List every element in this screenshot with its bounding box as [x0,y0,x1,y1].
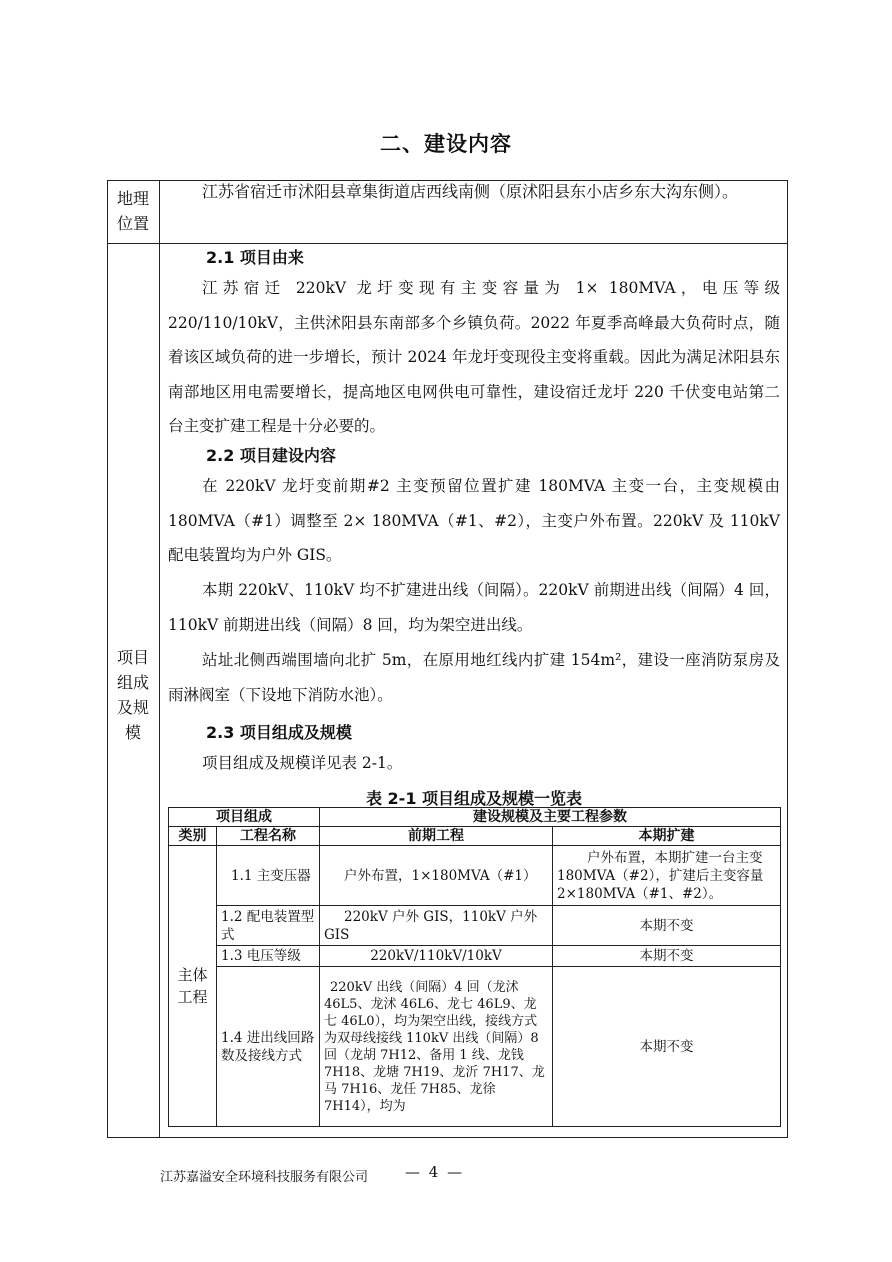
row-previous: 220kV 出线（间隔）4 回（龙沭 46L5、龙沭 46L6、龙七 46L9、龙七 46L0），均为架空出线，接线方式为双母线接线 110kV 出线（间隔）8 回（龙胡 7H12、备用 1 线、龙钱 7H18、龙塘 7H19、龙沂 7H17、龙马 7H16、龙任 7H85、龙徐 7H14），均为 [320,967,553,1127]
row-name: 1.2 配电装置型式 [217,906,320,946]
row-current: 本期不变 [553,946,781,967]
row-previous: 220kV 户外 GIS，110kV 户外 GIS [320,906,553,946]
footer-company: 江苏嘉溢安全环境科技服务有限公司 [160,1170,369,1185]
row-current: 本期不变 [553,967,781,1127]
location-label: 地理 位置 [116,189,149,233]
section-2-3-text: 项目组成及规模详见表 2-1。 [202,754,403,772]
row-name: 1.4 进出线回路数及接线方式 [217,967,320,1127]
header-current: 本期扩建 [553,827,781,846]
section-2-2-p1: 在 220kV 龙圩变前期#2 主变预留位置扩建 180MVA 主变一台，主变规模由 180MVA（#1）调整至 2× 180MVA（#1、#2），主变户外布置。220kV 及 110kV 配电装置均为户外 GIS。 [168,477,780,564]
row-current: 本期不变 [553,906,781,946]
row-previous: 220kV/110kV/10kV [320,946,553,967]
section-heading-2-1: 2.1 项目由来 [206,248,304,267]
header-category: 类别 [169,827,217,846]
row-divider [107,243,788,244]
label-divider [159,180,160,1138]
section-2-2-p2: 本期 220kV、110kV 均不扩建进出线（间隔）。220kV 前期进出线（间隔）4 回，110kV 前期进出线（间隔）8 回，均为架空进出线。 [168,581,780,634]
composition-label: 项目 组成 及规 模 [116,648,149,742]
header-name: 工程名称 [217,827,320,846]
page-title: 二、建设内容 [380,132,512,156]
header-project-composition: 项目组成 [169,808,320,827]
table-row [169,906,781,946]
table-row [169,967,781,1127]
section-heading-2-3: 2.3 项目组成及规模 [206,723,352,742]
row-previous: 户外布置，1×180MVA（#1） [320,846,553,906]
table-row [169,946,781,967]
row-name: 1.1 主变压器 [217,846,320,906]
header-previous: 前期工程 [320,827,553,846]
page-number: — 4 — [405,1163,465,1181]
header-parameters: 建设规模及主要工程参数 [320,808,781,827]
project-composition-table [168,807,781,1127]
row-name: 1.3 电压等级 [217,946,320,967]
row-current: 户外布置，本期扩建一台主变 180MVA（#2），扩建后主变容量 2×180MVA（#1、#2）。 [553,846,781,906]
section-2-1-text: 江苏宿迁 220kV 龙圩变现有主变容量为 1× 180MVA，电压等级 220/110/10kV，主供沭阳县东南部多个乡镇负荷。2022 年夏季高峰最大负荷时点，随着该区域负荷的进一步增长，预计 2024 年龙圩变现役主变将重载。因此为满足沭阳县东南部地区用电需要增长，提高地区电网供电可靠性，建设宿迁龙圩 220 千伏变电站第二台主变扩建工程是十分必要的。 [168,279,780,435]
group-label: 主体工程 [169,846,217,1127]
section-heading-2-2: 2.2 项目建设内容 [206,446,336,465]
section-2-2-p3: 站址北侧西端围墙向北扩 5m，在原用地红线内扩建 154m²，建设一座消防泵房及雨淋阀室（下设地下消防水池）。 [168,651,780,704]
table-row [169,846,781,906]
location-text: 江苏省宿迁市沭阳县章集街道店西线南侧（原沭阳县东小店乡东大沟东侧）。 [202,182,739,201]
table-title: 表 2-1 项目组成及规模一览表 [365,789,583,808]
